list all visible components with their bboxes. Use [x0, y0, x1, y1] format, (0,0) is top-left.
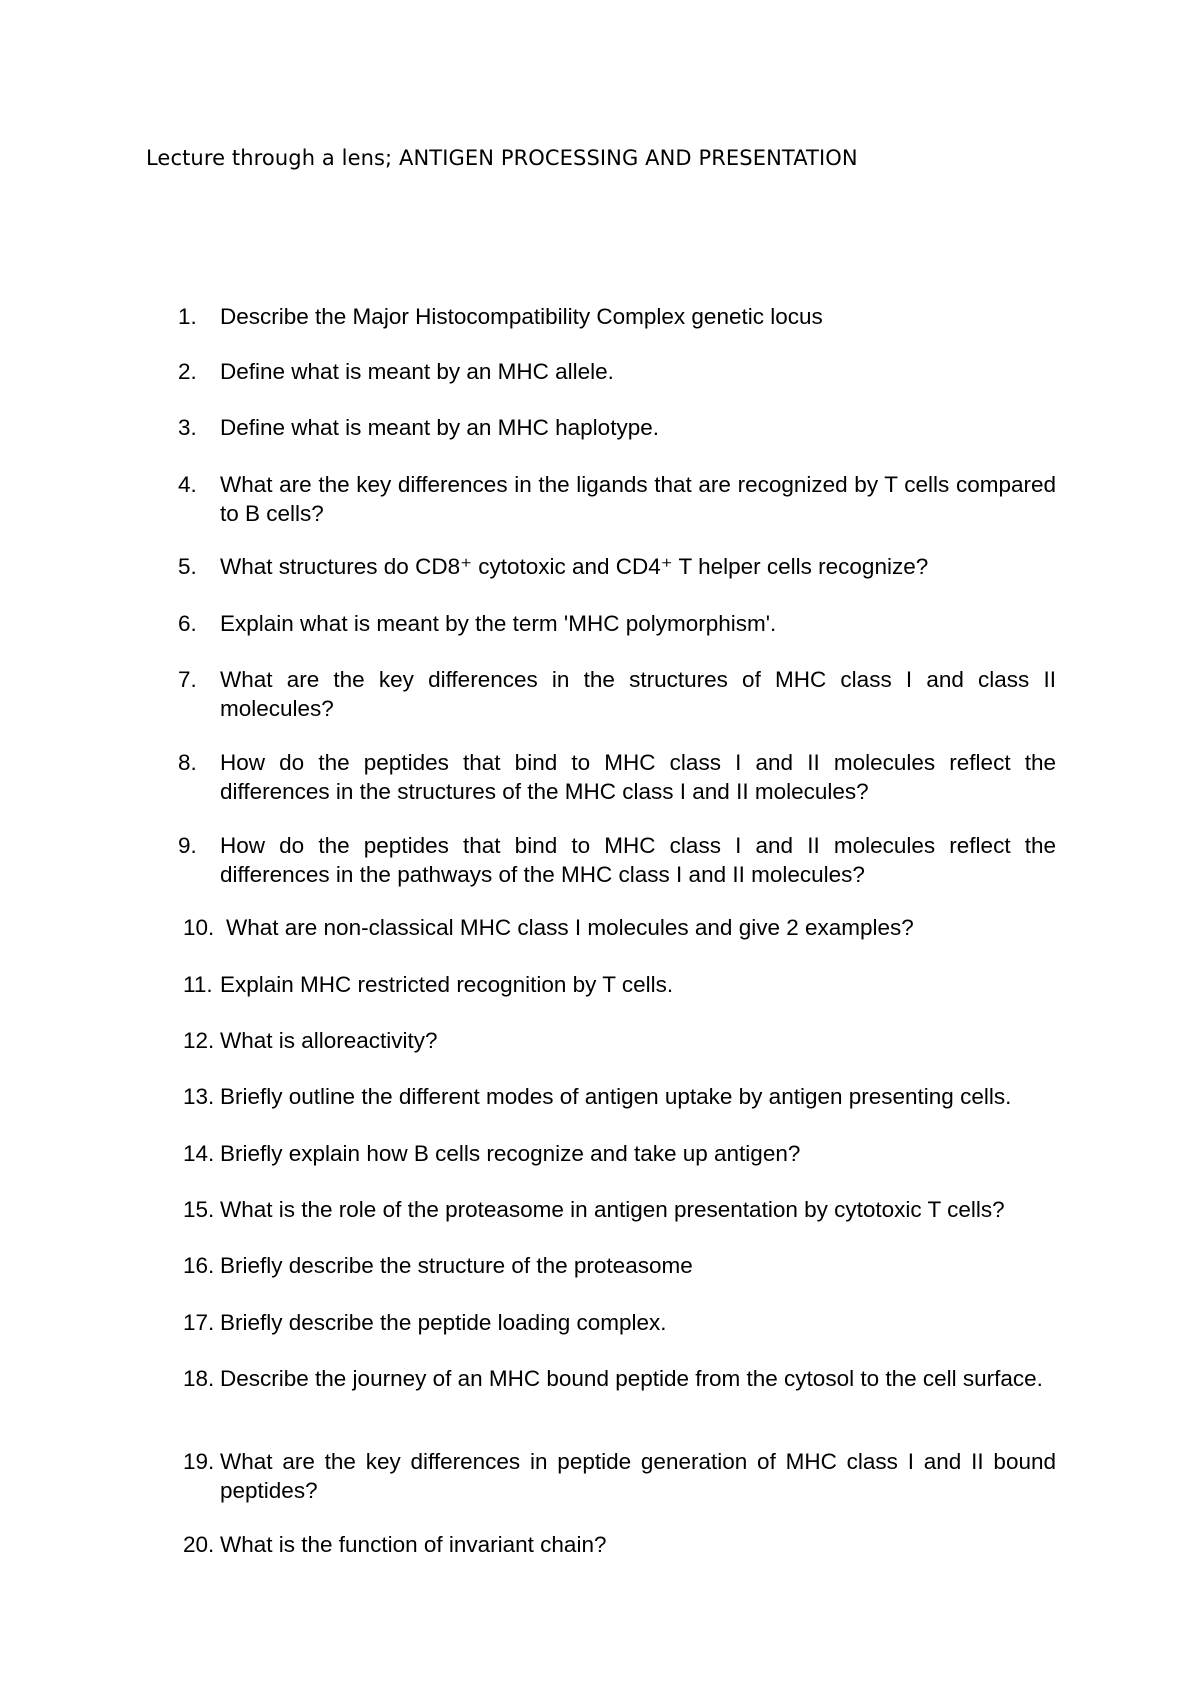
question-text: What structures do CD8⁺ cytotoxic and CD4⁺ T helper cells recognize?	[220, 554, 929, 579]
question-item	[146, 1026, 1056, 1055]
question-item	[146, 970, 1056, 999]
question-text: Define what is meant by an MHC haplotype.	[220, 415, 659, 440]
question-number: 11.	[183, 972, 213, 997]
question-item	[146, 1082, 1056, 1111]
question-number: 2.	[178, 359, 197, 384]
question-text: What is alloreactivity?	[220, 1028, 438, 1053]
question-item	[146, 470, 1056, 528]
question-text: Describe the Major Histocompatibility Complex genetic locus	[220, 304, 823, 329]
question-text: Briefly describe the structure of the proteasome	[220, 1253, 693, 1278]
question-number: 6.	[178, 611, 197, 636]
question-number: 19.	[183, 1449, 215, 1474]
question-text: What are the key differences in peptide generation of MHC class I and II bound peptides?	[220, 1449, 1056, 1503]
question-number: 18.	[183, 1366, 215, 1391]
question-text: What is the role of the proteasome in antigen presentation by cytotoxic T cells?	[220, 1197, 1005, 1222]
document-title: Lecture through a lens; ANTIGEN PROCESSING AND PRESENTATION	[146, 146, 858, 170]
question-text: What is the function of invariant chain?	[220, 1532, 607, 1557]
question-item	[146, 609, 1056, 638]
question-number: 13.	[183, 1084, 215, 1109]
question-item	[146, 552, 1056, 581]
question-number: 20.	[183, 1532, 215, 1557]
question-text: Define what is meant by an MHC allele.	[220, 359, 614, 384]
question-text: Explain what is meant by the term 'MHC polymorphism'.	[220, 611, 777, 636]
question-item	[146, 1251, 1056, 1280]
question-item	[146, 357, 1056, 386]
question-number: 12.	[183, 1028, 215, 1053]
question-number: 1.	[178, 304, 197, 329]
question-item	[146, 831, 1056, 889]
question-item	[146, 413, 1056, 442]
question-number: 8.	[178, 750, 197, 775]
question-number: 5.	[178, 554, 197, 579]
question-item	[146, 748, 1056, 806]
question-item	[146, 1364, 1056, 1393]
question-text: Briefly outline the different modes of antigen uptake by antigen presenting cells.	[220, 1084, 1012, 1109]
question-number: 16.	[183, 1253, 215, 1278]
question-text: What are the key differences in the structures of MHC class I and class II molecules?	[220, 667, 1056, 721]
question-number: 4.	[178, 472, 197, 497]
question-number: 10.	[183, 915, 215, 940]
question-number: 14.	[183, 1141, 215, 1166]
question-text: Briefly explain how B cells recognize and take up antigen?	[220, 1141, 801, 1166]
question-text: How do the peptides that bind to MHC class I and II molecules reflect the differences in the pathways of the MHC class I and II molecules?	[220, 833, 1056, 887]
question-item	[146, 1447, 1056, 1505]
question-item	[146, 1139, 1056, 1168]
question-item	[146, 1195, 1056, 1224]
question-item	[146, 302, 1056, 331]
question-item	[146, 665, 1056, 723]
question-number: 7.	[178, 667, 197, 692]
question-text: Explain MHC restricted recognition by T cells.	[220, 972, 674, 997]
question-number: 3.	[178, 415, 197, 440]
question-text: How do the peptides that bind to MHC class I and II molecules reflect the differences in the structures of the MHC class I and II molecules?	[220, 750, 1056, 804]
question-item	[146, 913, 1056, 942]
question-text: What are the key differences in the ligands that are recognized by T cells compared to B cells?	[220, 472, 1056, 526]
question-text: What are non-classical MHC class I molecules and give 2 examples?	[226, 915, 914, 940]
question-text: Describe the journey of an MHC bound peptide from the cytosol to the cell surface.	[220, 1366, 1043, 1391]
question-text: Briefly describe the peptide loading complex.	[220, 1310, 667, 1335]
question-number: 9.	[178, 833, 197, 858]
question-item	[146, 1530, 1056, 1559]
question-number: 17.	[183, 1310, 215, 1335]
question-number: 15.	[183, 1197, 215, 1222]
question-item	[146, 1308, 1056, 1337]
